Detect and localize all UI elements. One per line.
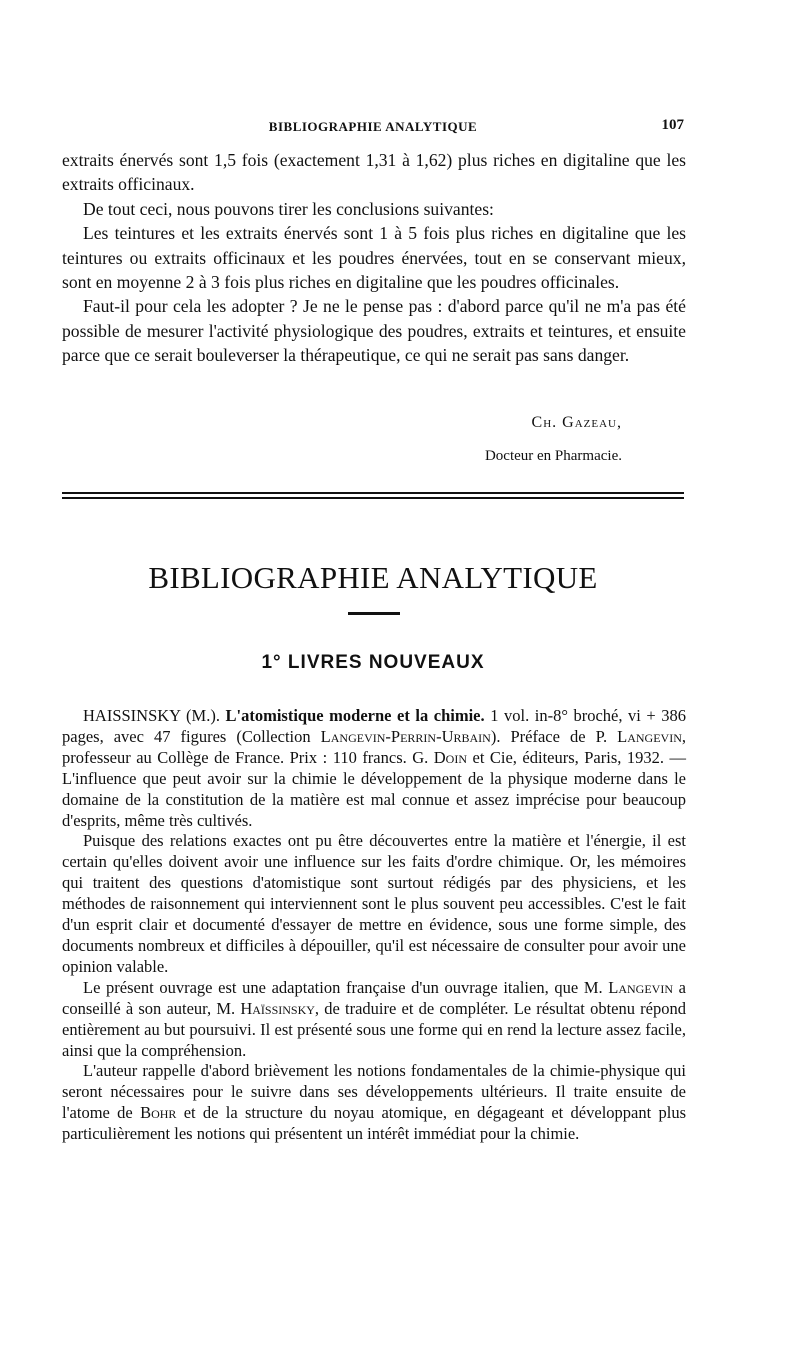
subsection-title: 1° LIVRES NOUVEAUX: [261, 652, 485, 673]
article-conclusion: [62, 148, 686, 368]
person-name: Langevin: [608, 977, 674, 997]
collection-name: Langevin-Perrin-Urbain: [320, 726, 491, 746]
running-head: [62, 116, 684, 138]
title-rule: [348, 612, 400, 615]
book-title: L'atomistique moderne et la chimie.: [225, 706, 485, 725]
paragraph: De tout ceci, nous pouvons tirer les conclusions suivantes:: [83, 198, 494, 219]
person-name: Haïssinsky: [240, 998, 315, 1018]
paragraph: Les teintures et les extraits énervés sont 1 à 5 fois plus riches en digitaline que les teintures ou extraits officinaux et les poudres énervées, tout en se conservant mieux, sont en moyenne 2 à 3 fois plus riches en digitaline que les poudres officinales.: [62, 223, 686, 293]
person-name: Langevin: [617, 726, 682, 746]
section-title: BIBLIOGRAPHIE ANALYTIQUE: [148, 560, 598, 595]
running-title: BIBLIOGRAPHIE ANALYTIQUE: [268, 119, 478, 134]
section-divider: [62, 492, 684, 494]
paragraph: extraits énervés sont 1,5 fois (exactement 1,31 à 1,62) plus riches en digitaline que les extraits officinaux.: [62, 150, 686, 195]
paragraph: Faut-il pour cela les adopter ? Je ne le pense pas : d'abord parce qu'il ne m'a pas été possible de mesurer l'activité physiologique des poudres, extraits et teintures, et ensuite parce que ce serait bouleverser la thérapeutique, ce qui ne serait pas sans danger.: [62, 296, 686, 366]
review-paragraph: HAISSINSKY (M.). L'atomistique moderne et la chimie. 1 vol. in-8° broché, vi + 386 pages, avec 47 figures (Collection Langevin-Perrin-Urbain). Préface de P. Langevin, professeur au Collège de France. Prix : 110 francs. G. Doin et Cie, éditeurs, Paris, 1932. — L'influence que peut avoir sur la chimie le développement de la physique moderne dans le domaine de la constitution de la matière est mal connue et assez imprécise pour beaucoup d'esprits, même très cultivés.: [62, 706, 687, 830]
book-review: [62, 706, 686, 1145]
section-divider: [62, 497, 684, 499]
review-paragraph: Puisque des relations exactes ont pu être découvertes entre la matière et l'énergie, il est certain qu'elles doivent avoir une influence sur les faits d'ordre chimique. Or, les mémoires qui traitent des questions d'atomistique sont surtout rédigés par des physiciens, et les méthodes de raisonnement qui interviennent sont le plus souvent peu accessibles. C'est le fait d'un esprit clair et documenté d'essayer de mettre en évidence, sous une forme simple, des documents nombreux et difficiles à dépouiller, qu'il est nécessaire de consulter pour avoir une opinion valable.: [62, 831, 686, 976]
person-name: Bohr: [140, 1103, 177, 1123]
review-paragraph: Le présent ouvrage est une adaptation française d'un ouvrage italien, que M. Langevin a conseillé à son auteur, M. Haïssinsky, de traduire et de compléter. Le résultat obtenu répond entièrement au but poursuivi. Il est présenté sous une forme qui en rend la lecture assez facile, ainsi que la compréhension.: [62, 977, 686, 1060]
author-name: Ch. Gazeau,: [531, 414, 622, 431]
publisher-name: Doin: [433, 747, 468, 767]
author-title: Docteur en Pharmacie.: [484, 448, 622, 464]
review-author: HAISSINSKY (M.).: [83, 706, 220, 725]
page-number: 107: [661, 117, 684, 133]
review-paragraph: L'auteur rappelle d'abord brièvement les notions fondamentales de la chimie-physique qui seront nécessaires pour le suivre dans ses développements ultérieurs. Il traite ensuite de l'atome de Bohr et de la structure du noyau atomique, en dégageant et développant plus particulièrement les notions qui présentent un intérêt immédiat pour la chimie.: [62, 1061, 687, 1144]
